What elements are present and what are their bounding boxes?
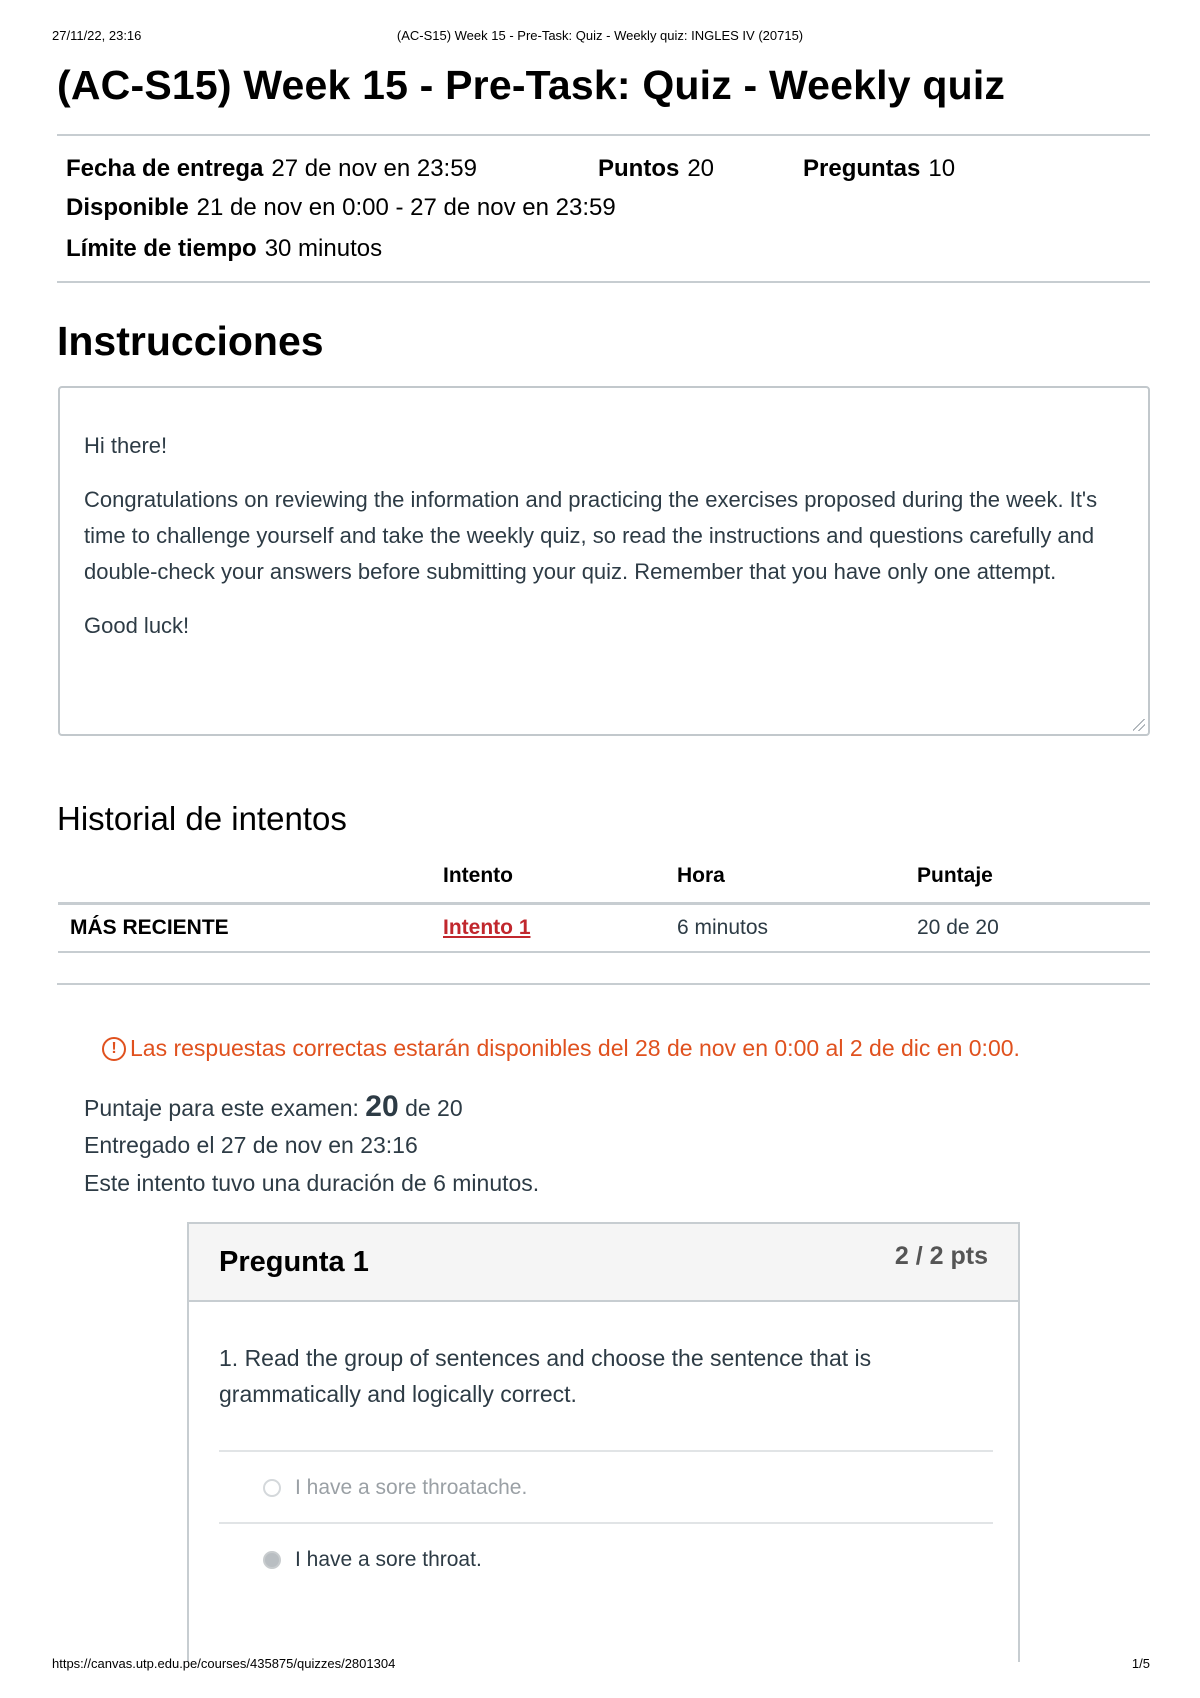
availability — [66, 194, 616, 222]
time-limit-label: Límite de tiempo — [66, 235, 257, 262]
question-points: 2 / 2 pts — [894, 1242, 988, 1270]
radio-unchecked-icon[interactable] — [263, 1479, 281, 1497]
print-url: https://canvas.utp.edu.pe/courses/435875/quizzes/2801304 — [52, 1656, 396, 1671]
table-header-row — [58, 860, 1150, 904]
questions-count — [803, 155, 955, 183]
questions-value: 10 — [928, 155, 956, 182]
submitted-time: Entregado el 27 de nov en 23:16 — [84, 1132, 418, 1158]
answers-availability-alert — [102, 1035, 1020, 1062]
score-value: 20 — [365, 1090, 399, 1123]
instructions-heading: Instrucciones — [57, 318, 324, 364]
time-cell: 6 minutos — [677, 904, 917, 953]
due-date-value: 27 de nov en 23:59 — [271, 155, 477, 182]
divider — [57, 134, 1150, 136]
answer-label: I have a sore throatache. — [295, 1476, 528, 1499]
question-card — [187, 1222, 1020, 1662]
answer-label: I have a sore throat. — [295, 1548, 482, 1571]
available-label: Disponible — [66, 194, 189, 221]
due-date — [66, 155, 477, 183]
instructions-box[interactable] — [58, 386, 1150, 736]
answer-option-selected[interactable] — [219, 1522, 993, 1596]
column-header: Intento — [443, 860, 677, 904]
row-label: MÁS RECIENTE — [58, 904, 443, 953]
question-title: Pregunta 1 — [219, 1246, 369, 1278]
instructions-paragraph: Good luck! — [84, 613, 190, 638]
attempt-duration: Este intento tuvo una duración de 6 minutos. — [84, 1170, 540, 1196]
attempt-link[interactable]: Intento 1 — [443, 916, 531, 939]
attempt-history-table — [58, 860, 1150, 953]
column-header: Hora — [677, 860, 917, 904]
print-doc-title: (AC-S15) Week 15 - Pre-Task: Quiz - Weekly quiz: INGLES IV (20715) — [396, 28, 804, 43]
question-text: 1. Read the group of sentences and choose the sentence that is grammatically and logically correct. — [219, 1345, 872, 1407]
question-header — [189, 1224, 1018, 1302]
divider — [57, 281, 1150, 283]
exam-score — [84, 1088, 539, 1126]
column-header: Puntaje — [917, 860, 1150, 904]
history-heading: Historial de intentos — [57, 800, 347, 837]
page-title: (AC-S15) Week 15 - Pre-Task: Quiz - Weekly quiz — [57, 62, 1006, 108]
instructions-paragraph: Congratulations on reviewing the information and practicing the exercises proposed during the week. It's time to challenge yourself and take the weekly quiz, so read the instructions and questions carefully and double-check your answers before submitting your quiz. Remember that you have only one attempt. — [84, 487, 1098, 584]
divider — [57, 983, 1150, 985]
time-limit-value: 30 minutos — [264, 235, 383, 262]
print-header — [0, 28, 1200, 48]
score-prefix: Puntaje para este examen: — [84, 1095, 359, 1121]
table-row — [58, 904, 1150, 953]
answer-option[interactable] — [219, 1450, 993, 1524]
score-cell: 20 de 20 — [917, 904, 1150, 953]
instructions-paragraph: Hi there! — [84, 433, 168, 458]
questions-label: Preguntas — [803, 155, 921, 182]
attempt-cell — [443, 904, 677, 953]
page-number: 1/5 — [1131, 1656, 1150, 1671]
points — [598, 155, 714, 183]
resize-grip-icon[interactable] — [1133, 719, 1145, 731]
alert-circle-icon: ! — [102, 1037, 126, 1061]
available-value: 21 de nov en 0:00 - 27 de nov en 23:59 — [196, 194, 616, 221]
score-suffix: de 20 — [405, 1095, 463, 1121]
print-date: 27/11/22, 23:16 — [52, 28, 142, 43]
points-value: 20 — [687, 155, 715, 182]
alert-text: Las respuestas correctas estarán disponibles del 28 de nov en 0:00 al 2 de dic en 0:00. — [130, 1035, 1020, 1061]
points-label: Puntos — [598, 155, 680, 182]
radio-checked-icon[interactable] — [263, 1551, 281, 1569]
attempt-summary — [84, 1088, 539, 1202]
due-date-label: Fecha de entrega — [66, 155, 264, 182]
column-header — [58, 860, 443, 904]
time-limit — [66, 235, 382, 263]
